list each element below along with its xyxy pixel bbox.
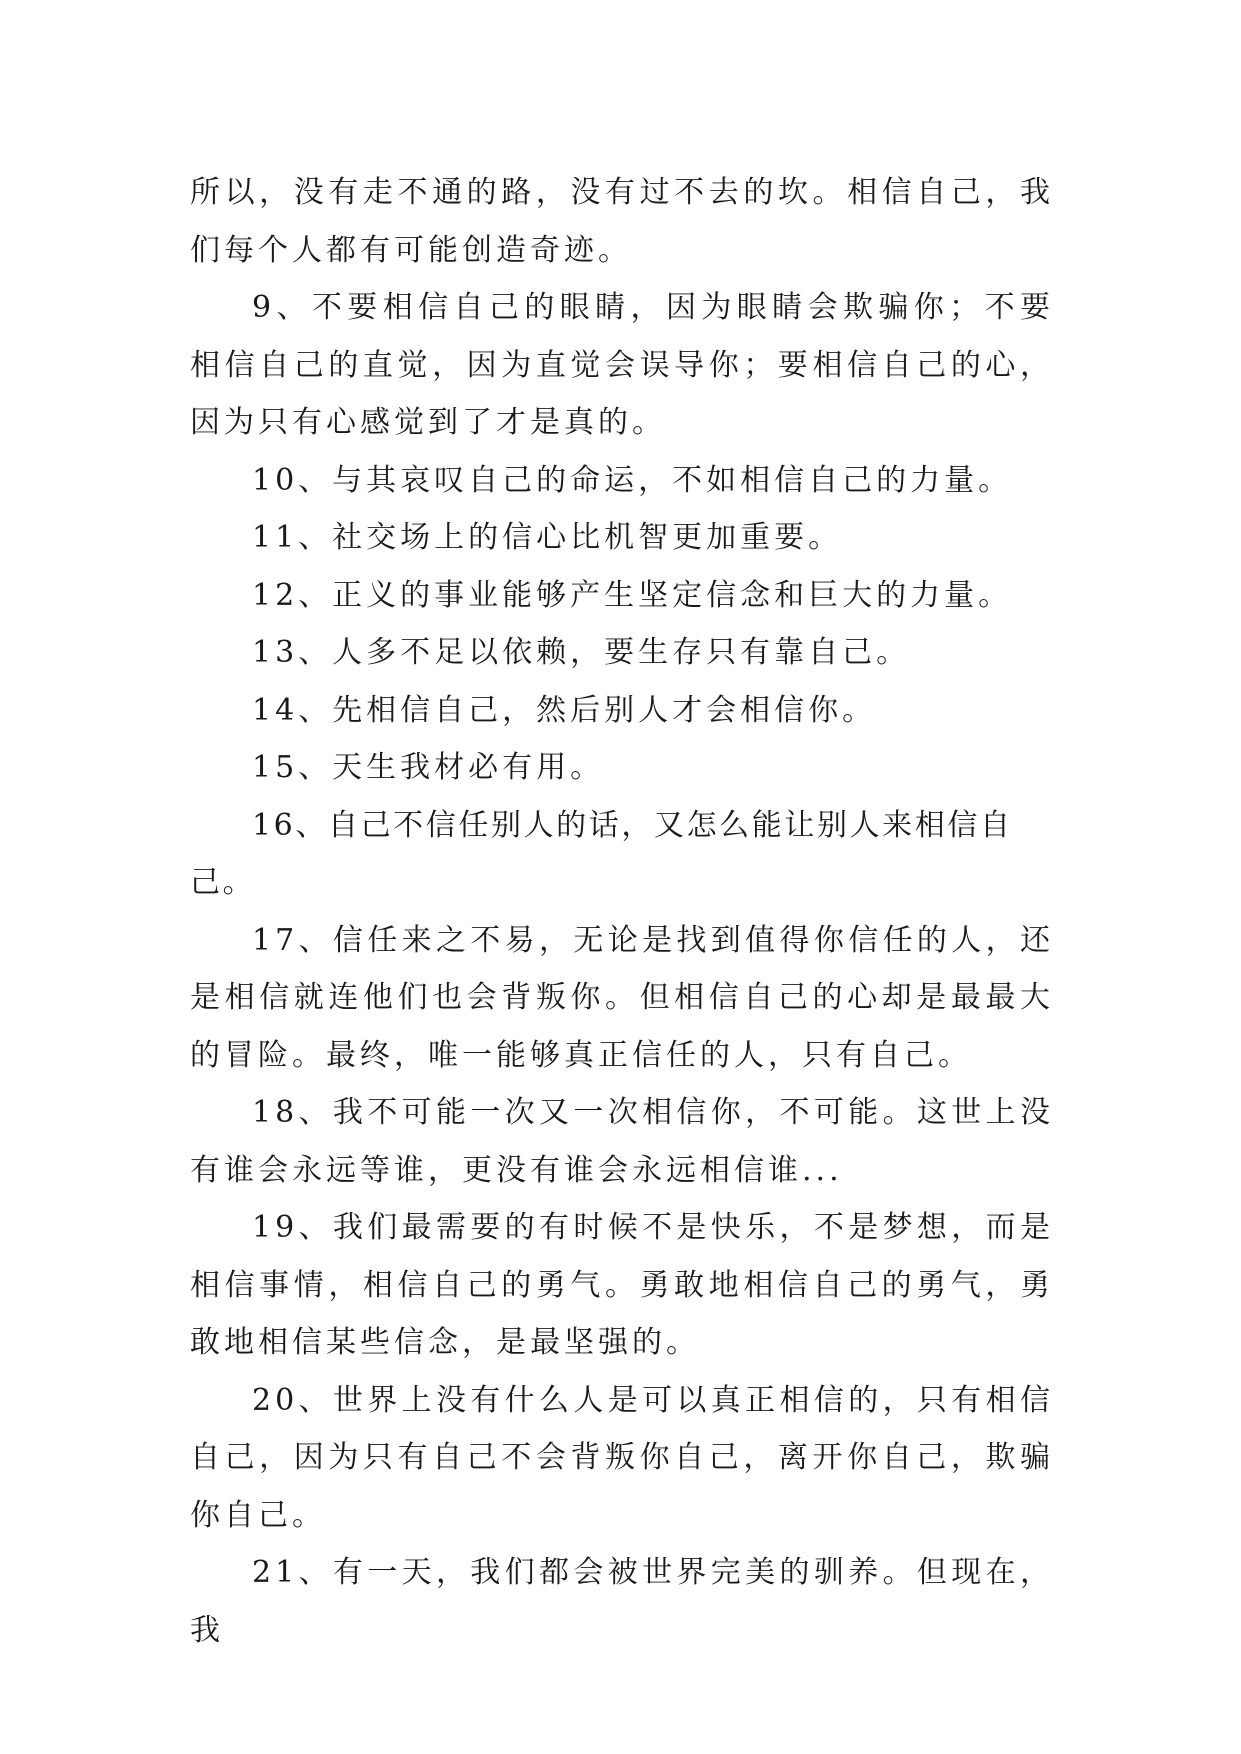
list-item-10: 10、与其哀叹自己的命运，不如相信自己的力量。 <box>252 462 1013 498</box>
list-item-11: 11、社交场上的信心比机智更加重要。 <box>252 520 843 555</box>
list-item-16: 16、自己不信任别人的话，又怎么能让别人来相信自己。 <box>190 807 1013 900</box>
list-item-21: 21、有一天，我们都会被世界完美的驯养。但现在，我 <box>190 1555 1054 1648</box>
list-item-12: 12、正义的事业能够产生坚定信念和巨大的力量。 <box>252 577 1013 613</box>
list-item-9: 9、不要相信自己的眼睛，因为眼睛会欺骗你；不要相信自己的直觉，因为直觉会误导你；要相信自己的心，因为只有心感觉到了才是真的。 <box>190 290 1054 440</box>
document-page <box>190 164 1054 1659</box>
list-item-20: 20、世界上没有什么人是可以真正相信的，只有相信自己，因为只有自己不会背叛你自己，离开你自己，欺骗你自己。 <box>190 1382 1054 1533</box>
list-item-18: 18、我不可能一次又一次相信你，不可能。这世上没有谁会永远等谁，更没有谁会永远相信谁... <box>190 1095 1054 1188</box>
list-item-14: 14、先相信自己，然后别人才会相信你。 <box>252 692 877 728</box>
list-item-17: 17、信任来之不易，无论是找到值得你信任的人，还是相信就连他们也会背叛你。但相信自己的心却是最最大的冒险。最终，唯一能够真正信任的人，只有自己。 <box>190 922 1054 1073</box>
list-item-19: 19、我们最需要的有时候不是快乐，不是梦想，而是相信事情，相信自己的勇气。勇敢地相信自己的勇气，勇敢地相信某些信念，是最坚强的。 <box>190 1210 1054 1360</box>
list-item-13: 13、人多不足以依赖，要生存只有靠自己。 <box>252 635 911 670</box>
list-item-15: 15、天生我材必有用。 <box>252 750 605 785</box>
paragraph-continued-text: 所以，没有走不通的路，没有过不去的坎。相信自己，我们每个人都有可能创造奇迹。 <box>190 175 1054 268</box>
